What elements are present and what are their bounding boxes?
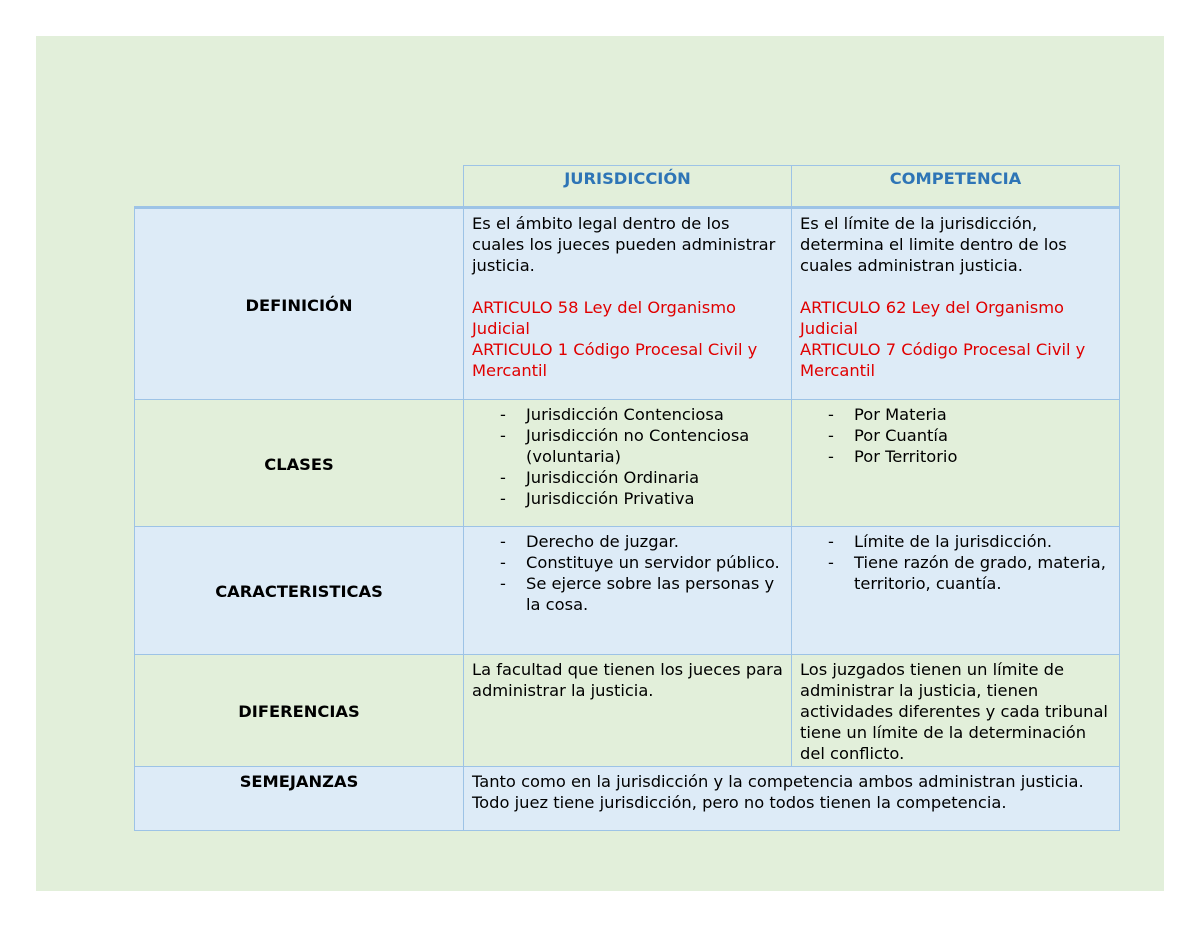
list-item: - Tiene razón de grado, materia, territorio, cuantía. xyxy=(854,552,1111,594)
row-label-caracteristicas: CARACTERISTICAS xyxy=(135,527,464,655)
cell-caracteristicas-jurisdiccion xyxy=(464,527,792,655)
definicion-competencia-ref1: ARTICULO 62 Ley del Organismo Judicial xyxy=(800,298,1065,338)
cell-diferencias-competencia xyxy=(792,655,1120,767)
header-empty-cell xyxy=(135,166,464,208)
header-jurisdiccion: JURISDICCIÓN xyxy=(464,166,792,208)
row-label-diferencias: DIFERENCIAS xyxy=(135,655,464,767)
caracteristicas-jurisdiccion-list xyxy=(472,531,783,615)
row-label-semejanzas: SEMEJANZAS xyxy=(135,767,464,831)
header-competencia: COMPETENCIA xyxy=(792,166,1120,208)
cell-definicion-jurisdiccion xyxy=(464,208,792,400)
caracteristicas-competencia-list xyxy=(800,531,1111,594)
list-item: - Por Cuantía xyxy=(854,425,1111,446)
clases-jurisdiccion-list xyxy=(472,404,783,509)
cell-definicion-competencia xyxy=(792,208,1120,400)
row-diferencias xyxy=(135,655,1120,767)
document-page xyxy=(36,36,1164,891)
list-item: - Por Materia xyxy=(854,404,1111,425)
row-label-definicion: DEFINICIÓN xyxy=(135,208,464,400)
cell-clases-competencia xyxy=(792,400,1120,527)
cell-clases-jurisdiccion xyxy=(464,400,792,527)
row-label-clases: CLASES xyxy=(135,400,464,527)
definicion-jurisdiccion-text: Es el ámbito legal dentro de los cuales los jueces pueden administrar justicia. xyxy=(472,214,776,275)
list-item: - Derecho de juzgar. xyxy=(526,531,783,552)
diferencias-jurisdiccion-text: La facultad que tienen los jueces para administrar la justicia. xyxy=(472,660,783,700)
row-semejanzas xyxy=(135,767,1120,831)
diferencias-competencia-text: Los juzgados tienen un límite de administrar la justicia, tienen actividades diferentes y cada tribunal tiene un límite de la determinación del conflicto. xyxy=(800,660,1108,763)
list-item: - Jurisdicción Privativa xyxy=(526,488,783,509)
list-item: - Jurisdicción Contenciosa xyxy=(526,404,783,425)
definicion-competencia-text: Es el límite de la jurisdicción, determina el limite dentro de los cuales administran justicia. xyxy=(800,214,1067,275)
definicion-jurisdiccion-ref2: ARTICULO 1 Código Procesal Civil y Mercantil xyxy=(472,340,758,380)
row-clases xyxy=(135,400,1120,527)
list-item: - Constituye un servidor público. xyxy=(526,552,783,573)
cell-diferencias-jurisdiccion xyxy=(464,655,792,767)
row-definicion xyxy=(135,208,1120,400)
definicion-competencia-ref2: ARTICULO 7 Código Procesal Civil y Mercantil xyxy=(800,340,1086,380)
cell-semejanzas xyxy=(464,767,1120,831)
list-item: - Se ejerce sobre las personas y la cosa. xyxy=(526,573,783,615)
clases-competencia-list xyxy=(800,404,1111,467)
comparison-table xyxy=(134,165,1120,831)
list-item: - Límite de la jurisdicción. xyxy=(854,531,1111,552)
list-item: - Jurisdicción no Contenciosa (voluntaria) xyxy=(526,425,783,467)
list-item: - Por Territorio xyxy=(854,446,1111,467)
definicion-jurisdiccion-ref1: ARTICULO 58 Ley del Organismo Judicial xyxy=(472,298,737,338)
list-item: - Jurisdicción Ordinaria xyxy=(526,467,783,488)
row-caracteristicas xyxy=(135,527,1120,655)
semejanzas-text: Tanto como en la jurisdicción y la competencia ambos administran justicia. Todo juez tiene jurisdicción, pero no todos tienen la competencia. xyxy=(472,772,1084,812)
cell-caracteristicas-competencia xyxy=(792,527,1120,655)
header-row xyxy=(135,166,1120,208)
